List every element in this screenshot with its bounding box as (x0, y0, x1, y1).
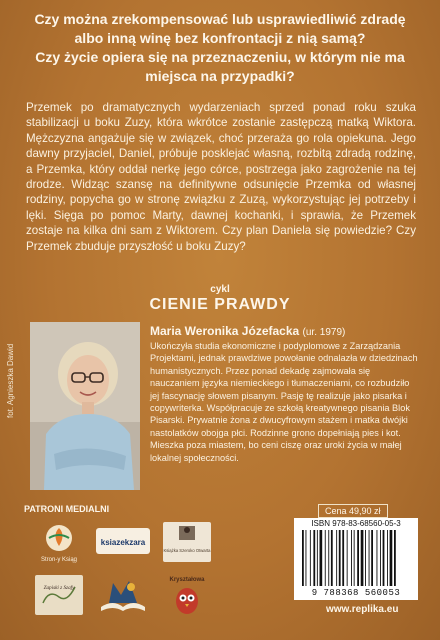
author-portrait-illustration (30, 322, 140, 490)
owl-logo (158, 571, 216, 618)
logo-4-text: Zapiski z Szafy (43, 584, 75, 591)
open-book-logo (94, 571, 152, 618)
author-years: (ur. 1979) (302, 327, 346, 338)
barcode-area (294, 518, 418, 600)
logo-3-text: Książka Szeroko Otwarta (163, 547, 211, 553)
photo-credit: fot. Agnieszka Dawid (6, 343, 15, 418)
book-blurb: Przemek po dramatycznych wydarzeniach sprzed ponad roku szuka stabilizacji u boku Zuzy, która wkrótce zostanie zastępczą matką Wiktora. Mężczyzna angażuje się w związek, choć przeraża go rola opiekuna. Jego dawny przyjaciel, Daniel, próbuje posklejać własną, rozbitą zdradą rodzinę, a Przemka, który oddał nerkę jego córce, postrzega jako zagrożenie na tej drodze. Widząc szansę na definitywne odsunięcie Przemka od własnej rodziny, popycha go w stronę związku z Zuzą, wykorzystując jej potrzeby i lęki. Sięga po pomoc Marty, dawnej kochanki, i sprawia, że Przemek zostaje na kilka dni sam z Wiktorem. Czy plan Daniela się powiedzie? Czy Przemek zbuduje przyszłość u boku Zuzy? (26, 101, 416, 253)
publisher-url[interactable]: www.replika.eu (326, 604, 399, 615)
patroni-label: PATRONI MEDIALNI (24, 504, 110, 514)
wordmark-logo (94, 518, 152, 565)
series-label: cykl (210, 284, 230, 295)
author-bio: Ukończyła studia ekonomiczne i podyplomowe z Zarządzania Projektami, jednak prawdziwe powołanie odnalazła w dziedzinach humanistycznych. Przez ponad dekadę zajmowała się nauczaniem języka niemieckiego i tłumaczeniami, co rozbudziło jej fascynację słowem pisanym. Pasję tę realizuje jako pisarka i copywriterka. Współpracuje ze szkołą kreatywnego pisania Blok Pisarski. Prywatnie żona z dwucyfrowym stażem i matka dwójki nastolatków obojga płci. Rodzinne grono dopełniają pies i kot. Mieszka poza miastem, bo ceni ciszę oraz uroki życia w małej lokalnej społeczności. (150, 341, 418, 463)
author-photo (30, 322, 140, 490)
author-name-text: Maria Weronika Józefacka (150, 324, 300, 338)
logo-2-text: ksiazekzara (100, 537, 146, 547)
logo-1-text: Stron-y Ksiąg (40, 556, 78, 563)
flower-logo (30, 518, 88, 565)
question-2: Czy życie opiera się na przeznaczeniu, w którym nie ma miejsca na przypadki? (35, 49, 405, 84)
logo-6-text: Kryształowa (169, 576, 205, 583)
barcode-digits: 9 788368 560053 (311, 588, 401, 598)
script-logo (30, 571, 88, 618)
price-label: Cena 49,90 zł (318, 504, 388, 518)
series-title: CIENIE PRAWDY (149, 296, 291, 313)
isbn-text: ISBN 978-83-68560-05-3 (311, 519, 401, 528)
back-cover-questions (22, 10, 418, 86)
media-patrons-logos (30, 518, 216, 618)
question-1: Czy można zrekompensować lub usprawiedliwić zdradę albo inną winę bez konfrontacji z nią samą? (34, 11, 406, 46)
bookcat-logo (158, 518, 216, 565)
author-name (150, 324, 345, 338)
